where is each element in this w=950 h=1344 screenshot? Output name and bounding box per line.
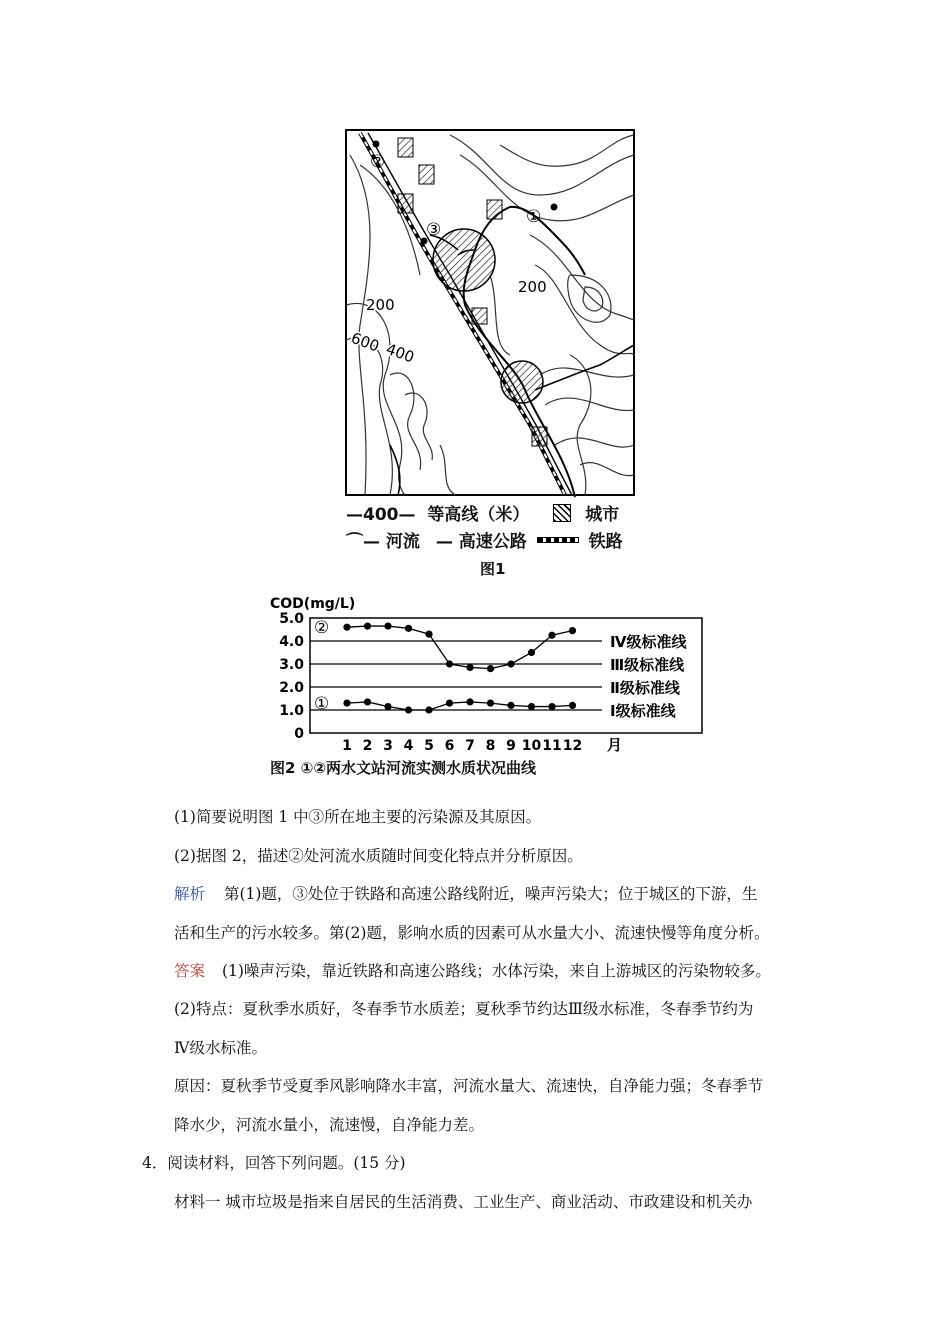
data-point xyxy=(466,664,473,671)
data-point xyxy=(569,702,576,709)
chart-ylabel: COD(mg/L) xyxy=(270,596,356,612)
data-point xyxy=(548,632,555,639)
map-legend-row-2 xyxy=(346,527,623,552)
contour-value-label: 200 xyxy=(366,296,395,314)
legend-highway-text: 高速公路 xyxy=(458,532,527,552)
x-tick-label: 10 xyxy=(521,738,542,754)
legend-contour-sample: 400 xyxy=(363,505,399,525)
series-label: ② xyxy=(314,618,330,639)
y-tick-label: 1.0 xyxy=(279,703,304,719)
contour-value-label: 400 xyxy=(383,339,417,367)
data-point xyxy=(466,698,473,705)
y-tick-label: 0 xyxy=(294,726,304,742)
reference-line-label: Ⅲ级标准线 xyxy=(610,656,685,674)
contour-value-label: 200 xyxy=(518,278,547,296)
y-tick-label: 2.0 xyxy=(279,680,304,696)
legend-river-symbol: ⌒— xyxy=(346,532,380,552)
series-label: ① xyxy=(314,694,330,715)
x-tick-label: 4 xyxy=(403,738,414,754)
y-tick-label: 3.0 xyxy=(279,657,304,673)
data-point xyxy=(425,631,432,638)
map-legend-row-1: —400— 等高线（米） 城市 xyxy=(346,505,620,525)
answer-text-1: (1)噪声污染，靠近铁路和高速公路线；水体污染，来自上游城区的污染物较多。 xyxy=(221,962,771,980)
x-tick-label: 12 xyxy=(562,738,583,754)
data-point xyxy=(528,703,535,710)
x-tick-label: 2 xyxy=(362,738,373,754)
analysis-line-1 xyxy=(174,883,757,905)
x-tick-label: 6 xyxy=(444,738,455,754)
city-marker xyxy=(487,200,502,219)
reference-line-label: Ⅳ级标准线 xyxy=(610,633,687,651)
data-point xyxy=(446,660,453,667)
contour-value-label: 600 xyxy=(348,328,382,356)
legend-highway-symbol: — xyxy=(435,532,453,552)
answer-line-2: (2)特点：夏秋季水质好，冬春季节水质差；夏秋季节约达Ⅲ级水标准，冬春季节约为 xyxy=(174,1000,754,1018)
x-tick-label: 8 xyxy=(485,738,496,754)
data-point xyxy=(343,700,350,707)
answer-line-1 xyxy=(174,960,771,982)
data-point xyxy=(548,703,555,710)
station-dot xyxy=(373,141,380,148)
city-marker xyxy=(472,308,487,324)
legend-contour-text: 等高线（米） xyxy=(427,505,530,525)
analysis-line-2: 活和生产的污水较多。第(2)题，影响水质的因素可从水量大小、流速快慢等角度分析。 xyxy=(174,924,770,942)
legend-city-text: 城市 xyxy=(585,505,620,525)
city-marker xyxy=(398,194,413,213)
station-dot xyxy=(551,204,558,211)
data-point xyxy=(528,649,535,656)
data-point xyxy=(364,622,371,629)
city-marker xyxy=(532,427,547,446)
answer-tag: 答案 xyxy=(174,962,206,980)
city-circle xyxy=(501,361,543,403)
figure2-caption: 图2 ①②两水文站河流实测水质状况曲线 xyxy=(270,759,537,777)
figure1-caption: 图1 xyxy=(480,560,506,578)
legend-contour-symbol: — xyxy=(346,505,363,525)
legend-railway-text: 铁路 xyxy=(588,532,623,552)
data-point xyxy=(384,703,391,710)
x-tick-label: 11 xyxy=(542,738,562,754)
data-point xyxy=(425,706,432,713)
y-tick-label: 5.0 xyxy=(279,611,304,627)
station-label-3: ③ xyxy=(426,220,442,240)
reference-line-label: Ⅱ级标准线 xyxy=(610,679,680,697)
question-4: 4．阅读材料，回答下列问题。(15 分) xyxy=(142,1154,406,1172)
series-line xyxy=(347,702,573,710)
legend-river-text: 河流 xyxy=(385,532,420,552)
x-tick-label: 9 xyxy=(506,738,516,754)
data-point xyxy=(507,702,514,709)
question-1: (1)简要说明图 1 中③所在地主要的污染源及其原因。 xyxy=(174,808,542,826)
data-point xyxy=(364,698,371,705)
cod-line-chart xyxy=(262,593,722,783)
city-marker xyxy=(398,138,413,157)
data-point xyxy=(569,627,576,634)
answer-line-3: Ⅳ级水标准。 xyxy=(174,1039,267,1057)
city-marker xyxy=(419,165,434,184)
legend-railway-symbol xyxy=(537,537,579,543)
x-tick-label: 3 xyxy=(383,738,393,754)
x-tick-label: 5 xyxy=(424,738,434,754)
y-tick-label: 4.0 xyxy=(279,634,304,650)
city-circle xyxy=(433,229,495,291)
topographic-map xyxy=(340,125,640,503)
data-point xyxy=(507,660,514,667)
data-point xyxy=(405,625,412,632)
data-point xyxy=(487,665,494,672)
question-2: (2)据图 2，描述②处河流水质随时间变化特点并分析原因。 xyxy=(174,847,583,865)
station-label-1: ① xyxy=(526,207,542,227)
data-point xyxy=(487,700,494,707)
data-point xyxy=(405,706,412,713)
material-1: 材料一 城市垃圾是指来自居民的生活消费、工业生产、商业活动、市政建设和机关办 xyxy=(174,1193,753,1211)
data-point xyxy=(384,622,391,629)
x-tick-label: 1 xyxy=(342,738,352,754)
data-point xyxy=(343,624,350,631)
analysis-tag: 解析 xyxy=(174,885,206,903)
reference-line-label: Ⅰ级标准线 xyxy=(610,702,676,720)
analysis-text-1: 第(1)题，③处位于铁路和高速公路线附近，噪声污染大；位于城区的下游，生 xyxy=(223,885,758,903)
x-tick-label: 7 xyxy=(465,738,475,754)
legend-city-swatch xyxy=(553,504,571,522)
chart-xlabel: 月 xyxy=(607,736,623,754)
answer-line-4: 原因：夏秋季节受夏季风影响降水丰富，河流水量大、流速快，自净能力强；冬春季节 xyxy=(174,1077,764,1095)
series-line xyxy=(347,626,573,669)
answer-line-5: 降水少，河流水量小，流速慢，自净能力差。 xyxy=(174,1116,485,1134)
data-point xyxy=(446,700,453,707)
station-label-2: ② xyxy=(370,152,386,172)
